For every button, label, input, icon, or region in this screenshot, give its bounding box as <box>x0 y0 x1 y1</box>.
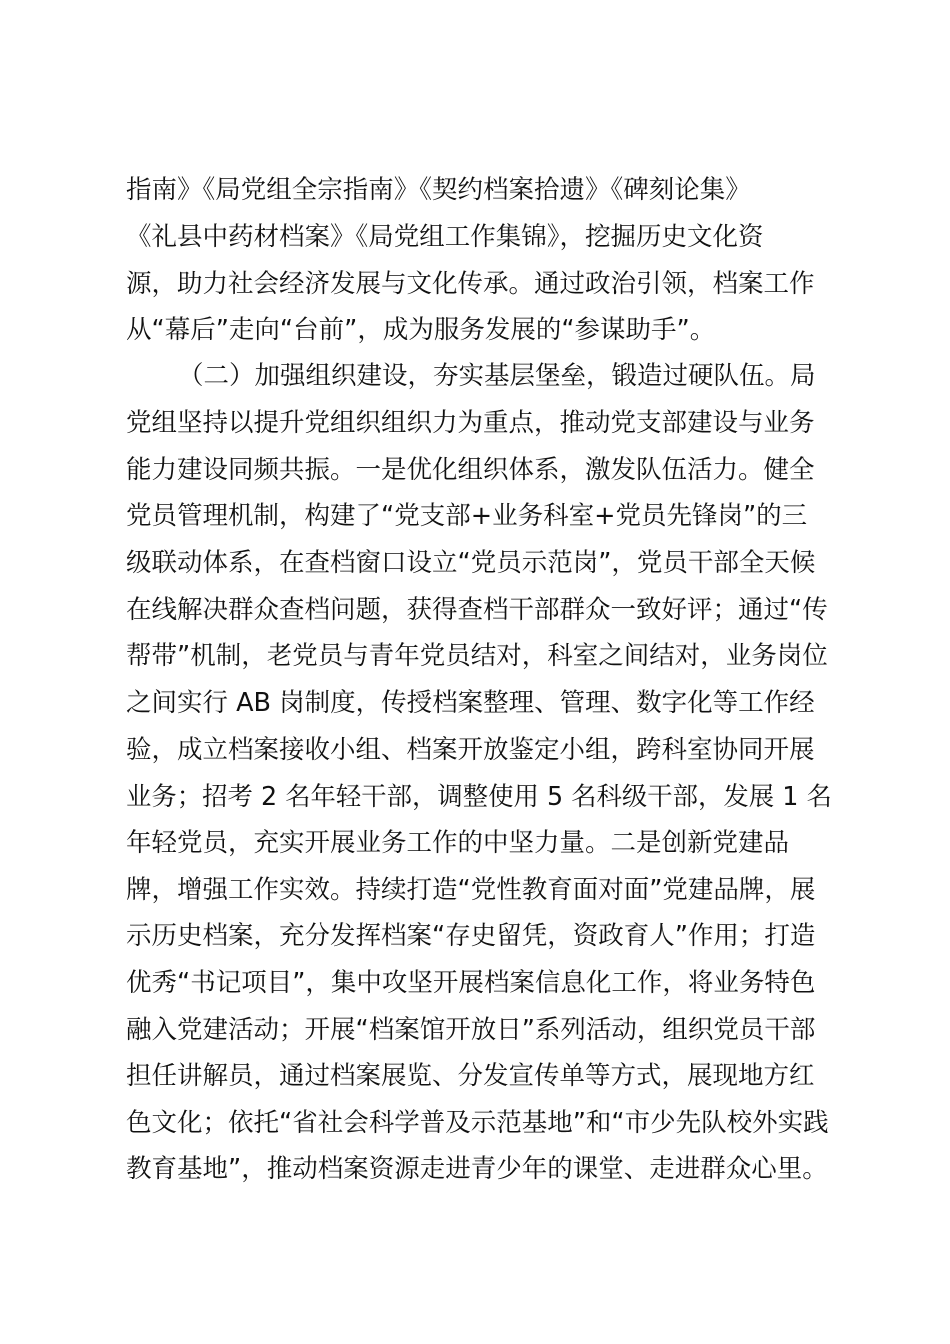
text-line: 业务；招考 2 名年轻干部，调整使用 5 名科级干部，发展 1 名 <box>126 781 832 811</box>
text-line: 党组坚持以提升党组织组织力为重点，推动党支部建设与业务 <box>126 408 815 438</box>
text-line: 能力建设同频共振。一是优化组织体系，激发队伍活力。健全 <box>126 455 815 485</box>
text-line: 《礼县中药材档案》《局党组工作集锦》，挖掘历史文化资 <box>126 222 764 252</box>
text-line: 融入党建活动；开展“档案馆开放日”系列活动，组织党员干部 <box>126 1015 816 1045</box>
text-line: 优秀“书记项目”，集中攻坚开展档案信息化工作，将业务特色 <box>126 968 816 998</box>
text-line: 帮带”机制，老党员与青年党员结对，科室之间结对，业务岗位 <box>126 641 828 671</box>
text-line: 牌，增强工作实效。持续打造“党性教育面对面”党建品牌，展 <box>126 875 816 905</box>
text-line: 担任讲解员，通过档案展览、分发宣传单等方式，展现地方红 <box>126 1061 815 1091</box>
text-line: 指南》《局党组全宗指南》《契约档案拾遗》《碑刻论集》 <box>126 175 751 205</box>
text-line: 验，成立档案接收小组、档案开放鉴定小组，跨科室协同开展 <box>126 735 815 765</box>
text-line: 从“幕后”走向“台前”，成为服务发展的“参谋助手”。 <box>126 315 716 345</box>
paragraph-first-line: （二）加强组织建设，夯实基层堡垒，锻造过硬队伍。局 <box>178 361 816 391</box>
text-line: 示历史档案，充分发挥档案“存史留凭，资政育人”作用；打造 <box>126 921 816 951</box>
text-line: 色文化；依托“省社会科学普及示范基地”和“市少先队校外实践 <box>126 1108 829 1138</box>
text-line: 党员管理机制，构建了“党支部+业务科室+党员先锋岗”的三 <box>126 501 808 531</box>
text-line: 在线解决群众查档问题，获得查档干部群众一致好评；通过“传 <box>126 595 828 625</box>
text-line: 年轻党员，充实开展业务工作的中坚力量。二是创新党建品 <box>126 828 790 858</box>
text-line: 级联动体系，在查档窗口设立“党员示范岗”，党员干部全天候 <box>126 548 816 578</box>
text-line: 教育基地”，推动档案资源走进青少年的课堂、走进群众心里。 <box>126 1154 828 1184</box>
text-line: 之间实行 AB 岗制度，传授档案整理、管理、数字化等工作经 <box>126 688 815 718</box>
text-line: 源，助力社会经济发展与文化传承。通过政治引领，档案工作 <box>126 269 815 299</box>
